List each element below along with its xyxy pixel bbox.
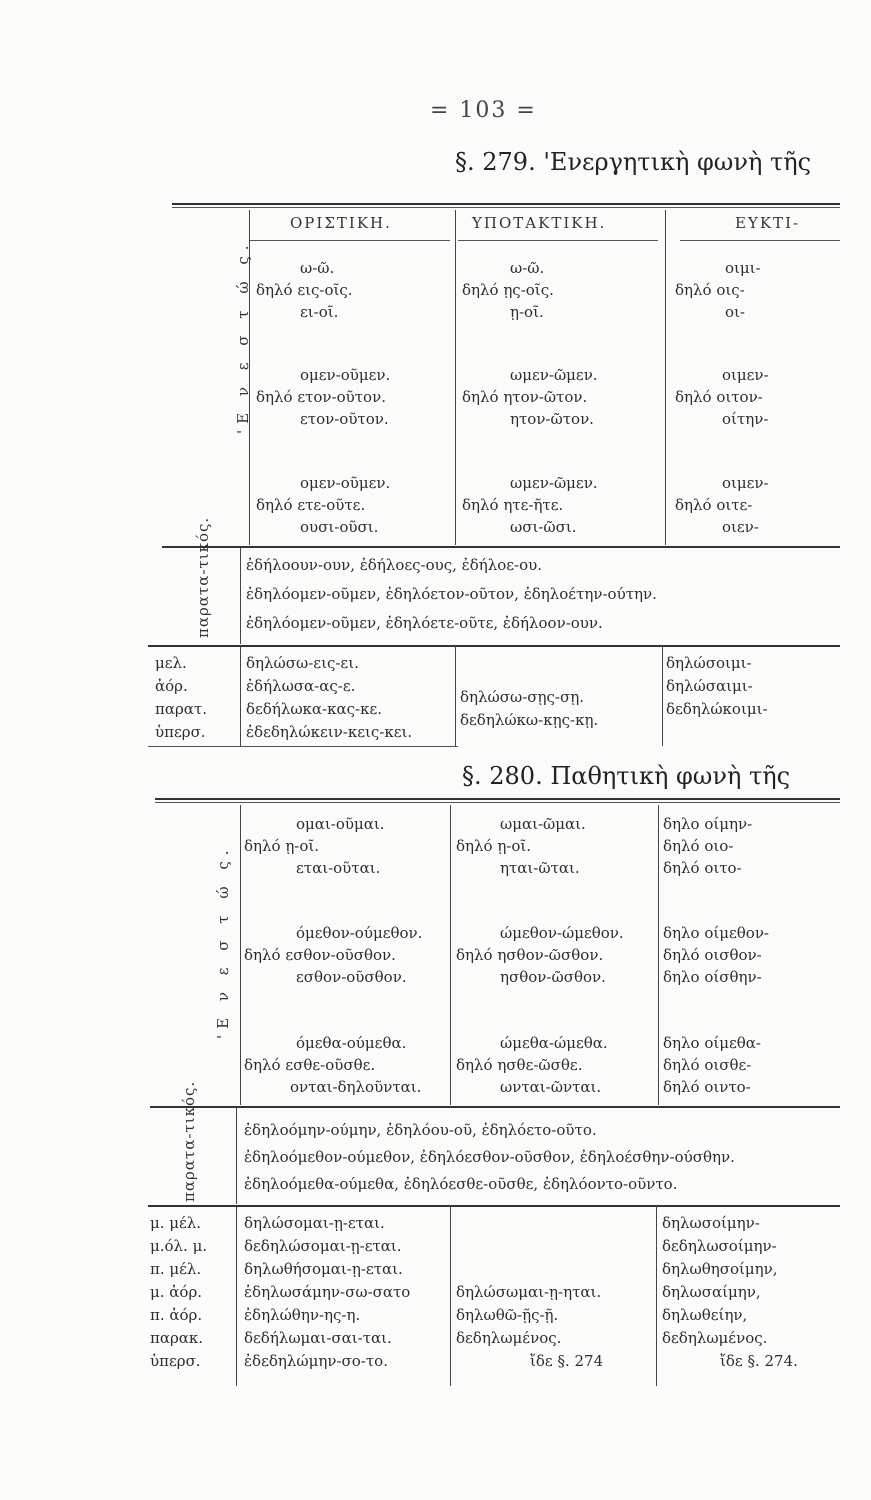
subj-cell: ωσι-ῶσι. xyxy=(510,518,577,536)
header-underline-opt xyxy=(680,240,840,241)
section-279-title: §. 279. 'Ενεργητικὴ φωνὴ τῆς xyxy=(455,148,812,176)
subj-cell: ωμεν-ῶμεν. xyxy=(510,366,598,384)
subj-cell: ωμαι-ῶμαι. xyxy=(500,815,586,833)
ind-cell: ουσι-οῦσι. xyxy=(300,518,379,536)
imperfect-line: ἐδηλόομεν-οῦμεν, ἐδηλόετον-οῦτον, ἐδηλοέτην-ούτην. xyxy=(246,585,657,603)
ind-cell: εσθον-οῦσθον. xyxy=(296,968,407,986)
passive-col-divider-3 xyxy=(658,805,659,1105)
tense-ind: ἐδήλωσα-ας-ε. xyxy=(246,677,356,695)
section-280-title: §. 280. Παθητικὴ φωνὴ τῆς xyxy=(462,762,791,790)
subj-cell: ώμεθα-ώμεθα. xyxy=(500,1034,608,1052)
tenses-top-rule xyxy=(148,645,840,647)
subj-cell: δηλό ητον-ῶτον. xyxy=(462,388,588,406)
passive-present-side-label: 'Ε ν ε σ τ ώ ς. xyxy=(214,844,232,1039)
tense-label: ἀόρ. xyxy=(155,677,188,695)
passive-imperfect-divider xyxy=(236,1108,237,1204)
tense-subj: ἴδε §. 274 xyxy=(530,1352,604,1370)
opt-cell: οιμεν- xyxy=(722,474,769,492)
ind-cell: ομαι-οῦμαι. xyxy=(296,815,385,833)
ind-cell: όμεθον-ούμεθον. xyxy=(296,924,423,942)
tense-ind: ἐδεδηλώμην-σο-το. xyxy=(244,1352,388,1370)
subj-cell: δηλό ῃ-οῖ. xyxy=(456,837,532,855)
imperfect-side-label: παρατα-τικός. xyxy=(194,516,212,638)
opt-cell: δηλο οίσθην- xyxy=(663,968,762,986)
ind-cell: ομεν-οῦμεν. xyxy=(300,474,391,492)
ind-cell: ω-ῶ. xyxy=(300,259,335,277)
ind-cell: δηλό εις-οῖς. xyxy=(256,281,353,299)
opt-cell: οιεν- xyxy=(722,518,759,536)
opt-cell: δηλό οισθε- xyxy=(663,1056,752,1074)
opt-cell: δηλο οίμεθα- xyxy=(663,1034,761,1052)
tense-label: μ. μέλ. xyxy=(150,1214,202,1232)
subj-cell: ῃ-οῖ. xyxy=(510,303,544,321)
tense-ind: δηλώσω-εις-ει. xyxy=(246,654,359,672)
subj-cell: δηλό ῃς-οῖς. xyxy=(462,281,554,299)
opt-cell: οι- xyxy=(725,303,745,321)
tenses-divider-2 xyxy=(455,646,456,746)
passive-tenses-divider-3 xyxy=(656,1206,657,1386)
header-subjunctive: ΥΠΟΤΑΚΤΙΚΗ. xyxy=(472,214,607,232)
col-divider-2 xyxy=(455,210,456,545)
ind-cell: δηλό εσθε-οῦσθε. xyxy=(244,1056,376,1074)
tense-ind: ἐδηλωσάμην-σω-σατο xyxy=(244,1283,411,1301)
tense-label: παρατ. xyxy=(155,700,208,718)
tenses-bottom-rule xyxy=(148,746,458,747)
ind-cell: δηλό εσθον-οῦσθον. xyxy=(244,946,396,964)
tense-opt: δηλωσοίμην- xyxy=(662,1214,760,1232)
opt-cell: δηλό οις- xyxy=(675,281,745,299)
ind-cell: δηλό ετε-οῦτε. xyxy=(256,496,366,514)
imperfect-line: ἐδήλοουν-ουν, ἐδήλοες-ους, ἐδήλοε-ου. xyxy=(246,556,543,574)
tense-label: ὑπερσ. xyxy=(150,1352,201,1370)
tense-subj: δηλωθῶ-ῇς-ῇ. xyxy=(456,1306,559,1324)
subj-cell: δηλό ησθε-ῶσθε. xyxy=(456,1056,583,1074)
subj-cell: δηλό ησθον-ῶσθον. xyxy=(456,946,604,964)
ind-cell: όμεθα-ούμεθα. xyxy=(296,1034,407,1052)
subj-cell: δηλό ητε-ῆτε. xyxy=(462,496,564,514)
ind-cell: ει-οῖ. xyxy=(300,303,339,321)
passive-imperfect-side-label: παρατα-τικός. xyxy=(180,1080,198,1202)
passive-top-rule-thin xyxy=(155,802,840,803)
tense-label: ὑπερσ. xyxy=(155,723,206,741)
tense-opt: δηλωθησοίμην, xyxy=(662,1260,778,1278)
ind-cell: δηλό ετον-οῦτον. xyxy=(256,388,386,406)
subj-cell: ώμεθον-ώμεθον. xyxy=(500,924,624,942)
header-underline-ind xyxy=(250,240,450,241)
opt-cell: δηλό οιντο- xyxy=(663,1078,751,1096)
tense-label: π. ἀόρ. xyxy=(150,1306,203,1324)
ind-cell: ετον-οῦτον. xyxy=(300,410,389,428)
opt-cell: δηλό οιτον- xyxy=(675,388,763,406)
ind-cell: ονται-δηλοῦνται. xyxy=(290,1078,422,1096)
subj-cell: ωμεν-ῶμεν. xyxy=(510,474,598,492)
tense-subj: δεδηλωμένος. xyxy=(456,1329,562,1347)
opt-cell: οιμεν- xyxy=(722,366,769,384)
imperfect-line: ἐδηλόομεν-οῦμεν, ἐδηλόετε-οῦτε, ἐδήλοον-ουν. xyxy=(246,614,603,632)
opt-cell: δηλο οίμεθον- xyxy=(663,924,770,942)
tense-label: μ.όλ. μ. xyxy=(150,1237,208,1255)
tense-subj: δηλώσω-σῃς-σῃ. xyxy=(460,688,584,706)
passive-tenses-top-rule xyxy=(148,1205,840,1207)
header-optative: ΕΥΚΤΙ- xyxy=(735,214,801,232)
tense-subj: δεδηλώκω-κῃς-κῃ. xyxy=(460,711,599,729)
tense-ind: δεδήλωκα-κας-κε. xyxy=(246,700,383,718)
table-top-rule-thin xyxy=(172,207,840,208)
imperfect-line: ἐδηλοόμην-ούμην, ἐδηλόου-οῦ, ἐδηλόετο-οῦτο. xyxy=(244,1121,597,1139)
tenses-divider-3 xyxy=(662,646,663,746)
tense-ind: δηλωθήσομαι-ῃ-εται. xyxy=(244,1260,403,1278)
tense-opt: δηλώσοιμι- xyxy=(666,654,752,672)
opt-cell: οιμι- xyxy=(725,259,761,277)
page-number: = 103 = xyxy=(430,98,537,123)
tense-label: μ. ἀόρ. xyxy=(150,1283,203,1301)
opt-cell: δηλό οιτο- xyxy=(663,859,742,877)
opt-cell: δηλό οιτε- xyxy=(675,496,753,514)
ind-cell: ομεν-οῦμεν. xyxy=(300,366,391,384)
tense-label: π. μέλ. xyxy=(150,1260,202,1278)
tenses-divider-1 xyxy=(240,646,241,746)
tense-opt: δηλώσαιμι- xyxy=(666,677,753,695)
ind-cell: εται-οῦται. xyxy=(296,859,381,877)
ind-cell: δηλό ῃ-οῖ. xyxy=(244,837,320,855)
tense-opt: δεδηλωμένος. xyxy=(662,1329,768,1347)
tense-ind: δεδήλωμαι-σαι-ται. xyxy=(244,1329,392,1347)
tense-ind: ἐδεδηλώκειν-κεις-κει. xyxy=(246,723,413,741)
opt-cell: οίτην- xyxy=(722,410,769,428)
tense-ind: δηλώσομαι-ῃ-εται. xyxy=(244,1214,385,1232)
tense-label: παρακ. xyxy=(150,1329,204,1347)
header-indicative: ΟΡΙΣΤΙΚΗ. xyxy=(290,214,392,232)
tense-opt: δηλωσαίμην, xyxy=(662,1283,761,1301)
passive-col-divider-2 xyxy=(450,805,451,1105)
imperfect-line: ἐδηλοόμεθα-ούμεθα, ἐδηλόεσθε-οῦσθε, ἐδηλόοντο-οῦντο. xyxy=(244,1175,678,1193)
present-side-label: 'Ε ν ε σ τ ώ ς. xyxy=(234,239,252,434)
subj-cell: ησθον-ῶσθον. xyxy=(500,968,606,986)
passive-imperfect-top-rule xyxy=(150,1106,840,1108)
imperfect-line: ἐδηλοόμεθον-ούμεθον, ἐδηλόεσθον-οῦσθον, ἐδηλοέσθην-ούσθην. xyxy=(244,1148,735,1166)
passive-col-divider-1 xyxy=(240,805,241,1105)
tense-label: μελ. xyxy=(155,654,187,672)
subj-cell: ωνται-ῶνται. xyxy=(500,1078,602,1096)
imperfect-top-rule xyxy=(162,546,840,548)
opt-cell: δηλό οιο- xyxy=(663,837,734,855)
passive-tenses-divider-2 xyxy=(450,1206,451,1386)
tense-ind: ἐδηλώθην-ης-η. xyxy=(244,1306,361,1324)
opt-cell: δηλο οίμην- xyxy=(663,815,753,833)
tense-opt: δεδηλωσοίμην- xyxy=(662,1237,777,1255)
tense-subj: δηλώσωμαι-ῃ-ηται. xyxy=(456,1283,602,1301)
tense-ind: δεδηλώσομαι-ῃ-εται. xyxy=(244,1237,402,1255)
opt-cell: δηλό οισθον- xyxy=(663,946,762,964)
imperfect-divider xyxy=(240,548,241,644)
tense-opt: ἴδε §. 274. xyxy=(720,1352,798,1370)
subj-cell: ω-ῶ. xyxy=(510,259,545,277)
subj-cell: ητον-ῶτον. xyxy=(510,410,594,428)
header-underline-subj xyxy=(458,240,658,241)
tense-opt: δηλωθείην, xyxy=(662,1306,748,1324)
table-top-rule xyxy=(172,203,840,205)
tense-opt: δεδηλώκοιμι- xyxy=(666,700,768,718)
col-divider-3 xyxy=(665,210,666,545)
passive-top-rule xyxy=(155,798,840,800)
passive-tenses-divider-1 xyxy=(236,1206,237,1386)
subj-cell: ηται-ῶται. xyxy=(500,859,580,877)
